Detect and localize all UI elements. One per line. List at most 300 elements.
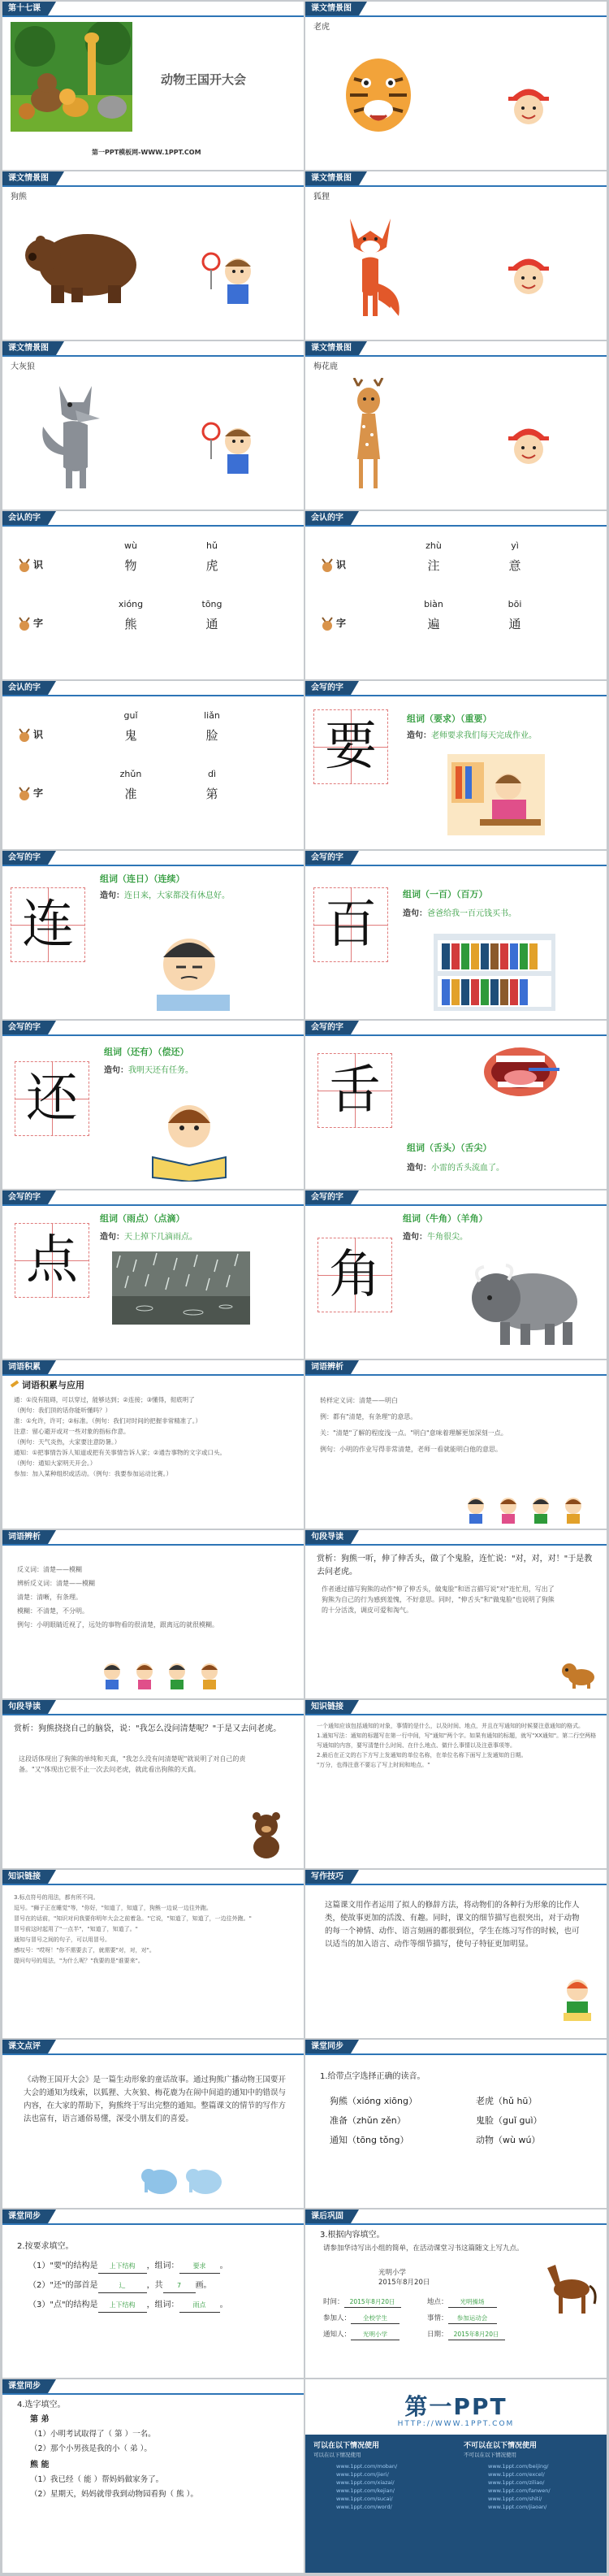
knowledge-line: 一个通知应该包括通知的对象，事情的是什么，以及时间、地点，并且在写通知的时候要注意通知的格式。 xyxy=(317,1723,584,1729)
field-row xyxy=(427,2297,497,2308)
sentence-text: 小雷的舌头流血了。 xyxy=(431,1164,504,1173)
character-label: 字 xyxy=(33,787,44,799)
analysis-line: 清楚：清晰，有条理。 xyxy=(17,1594,82,1601)
slide-23[interactable] xyxy=(2,1870,304,2038)
word: 通知 xyxy=(330,2135,348,2145)
vocab-line: 通：①没有阻碍，可以穿过，能够达到；②连接；③懂得，彻底明了 xyxy=(14,1396,195,1403)
field-blank[interactable]: 光明小学 xyxy=(351,2330,400,2340)
fill-sentence[interactable]: （1）我已经（ 能 ）帮妈妈做家务了。 xyxy=(30,2475,164,2484)
hanzi: 物 xyxy=(124,558,137,573)
knowledge-line: 逗号。"狮子正在睡觉"等，"你好，"知道了，知道了，狗熊一边说一边往外跑。 xyxy=(14,1905,212,1911)
options[interactable]: （tōng tǒng） xyxy=(348,2135,409,2145)
analysis-note: 作者通过描写狗熊的动作"伸了伸舌头，做鬼脸"和语言描写说"对"连忙用，写出了狗熊为自己的行为感到羞愧，不好意思。同时，"伸舌头"和"做鬼脸"也说明了狗熊的十分活泼，调皮可爱和淘气。 xyxy=(322,1585,555,1614)
word-group: 组词（舌头）（舌尖） xyxy=(407,1143,492,1153)
word-2: 百万 xyxy=(460,889,479,900)
vocabulary-list xyxy=(14,1394,294,1479)
bison-icon xyxy=(464,1257,585,1347)
writing-tips-text: 这篇课文用作者运用了拟人的修辞方法，将动物们的各种行为形象的比作人类，使故事更加的活泼、有趣。同时，课文的细节描写也很突出，对于动物的每一个神情、动作、语言刻画的都很到位，学生在练习写作的时候，也可以适当的加入语言、动作等细节描写，使句子特征更加明显。 xyxy=(325,1901,580,1949)
elephants-icon xyxy=(140,2162,230,2198)
knowledge-line: 提问句号的用法，"为什么呢？"我要的是"谁要来"。 xyxy=(14,1958,144,1964)
hanzi: 通 xyxy=(205,617,218,631)
field-key: 参加人： xyxy=(323,2314,352,2322)
slide-3[interactable] xyxy=(2,171,304,340)
word-group-label: 组词 xyxy=(104,1047,122,1057)
sentence-label: 造句： xyxy=(104,1066,128,1075)
example-sentence xyxy=(104,1063,283,1075)
header-stripe xyxy=(305,525,607,527)
deer-icon xyxy=(318,556,336,574)
word-analysis xyxy=(320,1393,596,1458)
slide-header: 课文情景图 xyxy=(305,2,359,15)
word-1: 舌头 xyxy=(434,1143,451,1153)
field-blank[interactable]: 全校学生 xyxy=(351,2314,400,2324)
header-stripe xyxy=(2,2393,304,2395)
header-stripe xyxy=(305,2053,607,2055)
vocab-line: 注意：留心避开或对一些对象的指标作意。 xyxy=(14,1428,130,1435)
answer-blank[interactable]: 要求 xyxy=(179,2260,220,2274)
link[interactable]: www.1ppt.com/excel/ xyxy=(488,2471,545,2478)
slide-22[interactable] xyxy=(305,1700,607,1868)
appreciation-text: 赏析：狗熊挠挠自己的脑袋，说："我怎么没问清楚呢？"于是又去问老虎。 xyxy=(14,1724,282,1733)
slide-header: 课文情景图 xyxy=(2,171,56,185)
word-group: 组词（要求）（重要） xyxy=(407,713,492,724)
animal-label: 大灰狼 xyxy=(11,362,35,371)
knowledge-line: "万分，也得注意不要忘了写上时间和地点。" xyxy=(317,1762,430,1768)
analysis-line: 例句：小明眼睛近视了，远处的事物看的很清楚，跟离远的就很模糊。 xyxy=(17,1621,218,1628)
pinyin: biàn xyxy=(424,599,443,609)
header-stripe xyxy=(2,865,304,866)
slide-header: 课后巩固 xyxy=(305,2210,351,2223)
slide-12[interactable] xyxy=(305,851,607,1019)
slide-header: 句段导读 xyxy=(305,1530,351,1544)
left-link-list xyxy=(336,2462,397,2511)
options[interactable]: （hǔ hū） xyxy=(494,2096,538,2106)
tired-boy-icon xyxy=(140,928,246,1013)
slide-header: 会写的字 xyxy=(2,1190,48,1204)
vocab-line: 参加：加入某种组织或活动。（例句：我要参加运动比赛。） xyxy=(14,1470,172,1477)
link[interactable]: www.1ppt.com/sucai/ xyxy=(336,2496,393,2502)
knowledge-line: 感叹号："哎呀！"你不需要去了，就需要"对，对，对"。 xyxy=(14,1947,155,1954)
answer-blank[interactable]: 上下结构 xyxy=(98,2260,147,2274)
fill-row xyxy=(28,2299,228,2313)
slide-27[interactable] xyxy=(2,2210,304,2378)
big-character: 百 xyxy=(325,895,377,955)
word-group-label: 组词 xyxy=(403,889,421,900)
options[interactable]: （guǐ guì） xyxy=(494,2115,542,2126)
sentence-label: 造句： xyxy=(407,731,431,740)
slide-footer: 第一PPT模板网-WWW.1PPT.COM xyxy=(92,149,201,156)
slide-18[interactable] xyxy=(305,1360,607,1529)
vocab-line: 通知：①把事情告诉人知道或把有关事情告诉人家；②通告事物的文字或口头。 xyxy=(14,1449,226,1456)
sentence-label: 造句： xyxy=(403,1233,427,1242)
knowledge-text xyxy=(317,1721,597,1770)
analysis-line: 模糊：不清楚，不分明。 xyxy=(17,1607,89,1615)
left-subtitle: 可以在以下情况使用 xyxy=(313,2452,361,2458)
right-title: 不可以在以下情况使用 xyxy=(464,2442,538,2450)
big-character: 还 xyxy=(26,1069,78,1129)
analysis-line: 转样定义词：清楚——明白 xyxy=(320,1397,398,1404)
pinyin: wù xyxy=(124,540,137,551)
word-2: 点滴 xyxy=(158,1213,176,1224)
prompt: ，共 xyxy=(146,2281,163,2290)
slide-header: 会认的字 xyxy=(305,511,351,525)
jungle-animals-illustration xyxy=(11,22,132,132)
answer-row xyxy=(476,2134,540,2147)
header-stripe xyxy=(2,2053,304,2055)
slide-5[interactable] xyxy=(2,341,304,510)
slide-header: 第十七课 xyxy=(2,2,48,15)
sentence-text: 我明天还有任务。 xyxy=(128,1066,193,1075)
big-character: 点 xyxy=(26,1230,78,1290)
bookshelf-icon xyxy=(434,934,555,1011)
analysis-note: 这段话体现出了狗熊的单纯和天真，"我怎么没有问清楚呢"就说明了对自己的责备。"又"体现出它很不止一次去问老虎，就此看出狗熊的天真。 xyxy=(19,1755,246,1773)
word: 准备 xyxy=(330,2115,348,2126)
slide-header: 词语积累 xyxy=(2,1360,48,1374)
slide-header: 会认的字 xyxy=(2,511,48,525)
deer-icon xyxy=(15,784,33,802)
question-title: 2.按要求填空。 xyxy=(17,2242,74,2251)
link[interactable]: www.1ppt.com/kejian/ xyxy=(336,2487,395,2494)
example-sentence xyxy=(403,906,581,918)
slide-11[interactable] xyxy=(2,851,304,1019)
sentence-label: 造句： xyxy=(403,909,427,918)
pinyin: bōi xyxy=(508,599,522,609)
knowledge-line: 3.标点符号的用法，都有所不同。 xyxy=(14,1894,99,1901)
animal-label: 狐狸 xyxy=(313,193,330,202)
hanzi: 通 xyxy=(508,617,521,631)
link[interactable]: www.1ppt.com/fanwen/ xyxy=(488,2487,551,2494)
header-stripe xyxy=(2,15,304,17)
char-group: 熊 能 xyxy=(30,2461,50,2470)
knowledge-line: 冒号在的话前，"知识对问我要你明年大会之前着急。"它说，"知道了，知道了，一边往外跑。" xyxy=(14,1915,252,1922)
answer-blank[interactable]: 辶 xyxy=(98,2279,147,2293)
example-sentence xyxy=(407,1160,585,1173)
word-group: 组词（还有）（偿还） xyxy=(104,1047,189,1057)
field-row xyxy=(427,2330,505,2340)
header-stripe xyxy=(2,1544,304,1546)
link[interactable]: www.1ppt.com/ziliao/ xyxy=(488,2479,545,2486)
left-title: 可以在以下情况使用 xyxy=(313,2442,380,2450)
hanzi: 脸 xyxy=(205,728,218,743)
answer-blank[interactable]: 7 xyxy=(163,2279,196,2293)
link[interactable]: www.1ppt.com/jiaoan/ xyxy=(488,2504,547,2510)
header-stripe xyxy=(2,695,304,696)
slide-14[interactable] xyxy=(305,1021,607,1189)
example-sentence xyxy=(100,1229,295,1242)
students-icon xyxy=(100,1660,230,1689)
prompt: 画。 xyxy=(195,2281,212,2290)
slide-header: 会写的字 xyxy=(2,851,48,865)
slide-header: 课文情景图 xyxy=(2,341,56,355)
header-stripe xyxy=(305,15,607,17)
word-2: 舌尖 xyxy=(464,1143,483,1153)
boy-reading-icon xyxy=(145,1092,234,1182)
header-stripe xyxy=(305,1884,607,1885)
slide-header: 课文情景图 xyxy=(305,171,359,185)
boy-with-lollipop-icon xyxy=(201,418,258,475)
deer-icon xyxy=(15,614,33,632)
answer-row xyxy=(330,2095,417,2108)
fill-sentence[interactable]: （2）那个小男孩是我的小（ 弟 ）。 xyxy=(30,2444,152,2453)
tiger-icon xyxy=(342,46,415,136)
word-group-label: 组词 xyxy=(407,713,425,724)
link[interactable]: www.1ppt.com/moban/ xyxy=(336,2463,398,2470)
header-stripe xyxy=(305,1034,607,1036)
pinyin: xióng xyxy=(118,599,144,609)
pinyin: dì xyxy=(207,769,217,779)
footer-panel xyxy=(305,2435,607,2573)
header-stripe xyxy=(2,2223,304,2225)
slide-header: 会写的字 xyxy=(305,1021,351,1034)
hanzi: 准 xyxy=(124,787,137,801)
slide-header: 课文情景图 xyxy=(305,341,359,355)
field-blank[interactable]: 2015年8月20日 xyxy=(344,2297,401,2308)
word: 鬼脸 xyxy=(476,2115,494,2126)
sentence-label: 造句： xyxy=(100,1233,124,1242)
header-stripe xyxy=(305,355,607,357)
dog-icon xyxy=(561,1656,598,1689)
slide-6[interactable] xyxy=(305,341,607,510)
word-1: 还有 xyxy=(131,1047,149,1057)
deer-icon xyxy=(338,378,403,492)
question-title: 4.选字填空。 xyxy=(17,2400,66,2409)
header-stripe xyxy=(305,865,607,866)
recognize-label: 识 xyxy=(336,559,347,570)
slide-header: 词语辨析 xyxy=(2,1530,48,1544)
vocab-line: （例句：通知大家明天开会。） xyxy=(14,1459,97,1467)
field-key: 通知人： xyxy=(323,2331,352,2339)
animal-label: 老虎 xyxy=(313,23,330,32)
options[interactable]: （wù wú） xyxy=(494,2135,541,2145)
boy-with-cap-icon xyxy=(504,79,553,128)
example-sentence xyxy=(100,888,230,900)
field-key: 地点： xyxy=(427,2298,448,2306)
header-stripe xyxy=(2,1884,304,1885)
options[interactable]: （xióng xiōng） xyxy=(348,2096,417,2106)
field-key: 时间： xyxy=(323,2298,344,2306)
knowledge-text xyxy=(14,1893,294,1967)
field-row xyxy=(323,2314,400,2324)
header-stripe xyxy=(2,525,304,527)
link[interactable]: www.1ppt.com/xiazai/ xyxy=(336,2479,395,2486)
right-link-list xyxy=(488,2462,551,2511)
pinyin: tōng xyxy=(201,599,222,609)
analysis-line: 关："清楚"了解的程度浅一点。"明白"意味着理解更加深刻一点。 xyxy=(320,1429,508,1437)
slide-28[interactable] xyxy=(305,2210,607,2378)
slide-16[interactable] xyxy=(305,1190,607,1359)
sentence-text: 连日来，大家都没有休息好。 xyxy=(124,891,230,900)
animal-label: 狗熊 xyxy=(11,193,27,202)
girl-doing-homework-icon xyxy=(447,754,545,835)
bear-cub-icon xyxy=(246,1810,287,1858)
question-intro: 请参加华诗写出小组的简单，在活动课堂习书这篇随文上写九点。 xyxy=(323,2244,524,2253)
header-stripe xyxy=(305,695,607,696)
word-2: 重要 xyxy=(464,713,483,724)
field-blank[interactable]: 参加运动会 xyxy=(448,2314,497,2324)
word-group-label: 组词 xyxy=(403,1213,421,1224)
field-blank[interactable]: 2015年8月20日 xyxy=(448,2330,505,2340)
word-group-label: 组词 xyxy=(100,874,118,884)
animal-label: 梅花鹿 xyxy=(313,362,338,371)
word-group: 组词（一百）（百万） xyxy=(403,889,488,900)
word-group: 组词（雨点）（点滴） xyxy=(100,1213,185,1224)
boy-with-cap-icon xyxy=(504,418,553,467)
analysis-line: 反义词：清楚——模糊 xyxy=(17,1566,82,1573)
big-character: 角 xyxy=(329,1245,381,1305)
fill-row xyxy=(28,2260,228,2274)
slide-1[interactable] xyxy=(2,2,304,170)
hanzi: 鬼 xyxy=(124,728,137,743)
question-title: 3.根据内容填空。 xyxy=(320,2231,385,2240)
header-stripe xyxy=(2,1204,304,1206)
slide-4[interactable] xyxy=(305,171,607,340)
slide-7[interactable] xyxy=(2,511,304,679)
knowledge-line: 通知与冒号之间的句子，可以用冒号。 xyxy=(14,1936,110,1943)
slide-header: 会写的字 xyxy=(305,681,351,695)
slide-9[interactable] xyxy=(2,681,304,849)
vocab-line: （例句：我们顶的话你能听懂吗？） xyxy=(14,1407,111,1414)
header-stripe xyxy=(305,1374,607,1376)
hanzi: 第 xyxy=(205,787,218,801)
slide-header: 会写的字 xyxy=(305,851,351,865)
header-stripe xyxy=(2,1374,304,1376)
hanzi: 注 xyxy=(427,558,440,573)
word-1: 雨点 xyxy=(127,1213,145,1224)
word-1: 牛角 xyxy=(430,1213,447,1224)
rain-scene-icon xyxy=(112,1251,250,1325)
example-sentence xyxy=(403,1229,581,1242)
question-title: 1.给带点字选择正确的读音。 xyxy=(320,2072,425,2081)
boy-with-cap-icon xyxy=(504,249,553,297)
slide-header: 课堂同步 xyxy=(2,2210,48,2223)
word: 动物 xyxy=(476,2135,494,2145)
header-stripe xyxy=(2,1034,304,1036)
knowledge-line: 1.通知写法：通知的标题写在第一行中间，写"通知"两个字。如果有通知的标题，就写"XX通知"。第二行空两格写通知的内容，要写清楚什么时间、在什么地点、做什么事情以及注意事项等。 xyxy=(317,1733,597,1749)
prompt: ，组词： xyxy=(146,2262,179,2270)
word: 狗熊 xyxy=(330,2096,348,2106)
slide-header: 句段导读 xyxy=(2,1700,48,1714)
link[interactable]: www.1ppt.com/shiti/ xyxy=(488,2496,542,2502)
slide-header: 知识链接 xyxy=(305,1700,351,1714)
word-group: 组词（连日）（连续） xyxy=(100,874,185,884)
slide-10[interactable] xyxy=(305,681,607,849)
field-blank[interactable]: 光明操场 xyxy=(448,2297,497,2308)
header-stripe xyxy=(2,185,304,187)
slide-header: 课堂同步 xyxy=(305,2040,351,2053)
vocab-line: （例句：天气炎热，大家要注意防暑。） xyxy=(14,1438,121,1446)
wolf-icon xyxy=(39,378,120,492)
header-stripe xyxy=(305,185,607,187)
slide-header: 会认的字 xyxy=(2,681,48,695)
slide-26[interactable] xyxy=(305,2040,607,2208)
lesson-review-text: 《动物王国开大会》是一篇生动形象的童话故事。通过狗熊广播动物王国要开大会的通知为线索，以狐狸、大灰狼、梅花鹿为在闹中间道的通知中的错误与内容，在大家的帮助下，狗熊终于写出完整的通知。整篇课文的情节的写作方法也富有，语言通俗易懂，深受小朋友们的喜爱。 xyxy=(24,2075,287,2123)
fill-sentence[interactable]: （1）小明考试取得了（ 第 ）一名。 xyxy=(30,2430,156,2439)
antonym-analysis xyxy=(17,1563,297,1632)
knowledge-line: 冒号前这时起用了"一点半"，"知道了，知道了。" xyxy=(14,1926,138,1932)
slide-8[interactable] xyxy=(305,511,607,679)
answer-blank[interactable]: 雨点 xyxy=(179,2299,220,2313)
slide-17[interactable] xyxy=(2,1360,304,1529)
big-character: 要 xyxy=(325,717,377,777)
sentence-text: 爸爸给我一百元钱买书。 xyxy=(427,909,516,918)
link[interactable]: www.1ppt.com/jieri/ xyxy=(336,2471,389,2478)
link[interactable]: www.1ppt.com/word/ xyxy=(336,2504,392,2510)
field-row xyxy=(323,2330,400,2340)
slide-24[interactable] xyxy=(305,1870,607,2038)
mouth-tongue-icon xyxy=(480,1043,561,1100)
sentence-text: 老师要求我们每天完成作业。 xyxy=(431,731,537,740)
word-1: 一百 xyxy=(430,889,447,900)
brand-logo: 第一PPT xyxy=(404,2393,508,2420)
pinyin: yì xyxy=(511,540,519,551)
word-1: 连日 xyxy=(127,874,145,884)
slide-15[interactable] xyxy=(2,1190,304,1359)
hanzi: 熊 xyxy=(124,617,137,631)
word-group: 组词（牛角）（羊角） xyxy=(403,1213,488,1224)
slide-header: 会写的字 xyxy=(2,1021,48,1034)
fill-sentence[interactable]: （2）星期天，妈妈就带我到动物园看狗（ 熊 ）。 xyxy=(30,2490,198,2499)
prompt: ，组词： xyxy=(146,2301,179,2309)
pinyin: guǐ xyxy=(123,710,138,721)
sentence-text: 牛角很尖。 xyxy=(427,1233,468,1242)
header-stripe xyxy=(305,2223,607,2225)
prompt: （2）"还"的部首是 xyxy=(28,2281,98,2290)
reading-child-icon xyxy=(557,1975,598,2028)
slide-header: 写作技巧 xyxy=(305,1870,351,1884)
slide-29[interactable] xyxy=(2,2379,304,2573)
answer-row xyxy=(476,2114,542,2127)
pencil-icon xyxy=(9,1378,20,1390)
slide-30[interactable] xyxy=(305,2379,607,2573)
header-stripe xyxy=(305,1204,607,1206)
link[interactable]: www.1ppt.com/beijing/ xyxy=(488,2463,549,2470)
sentence-text: 天上掉下几滴雨点。 xyxy=(124,1233,197,1242)
word-group-label: 组词 xyxy=(407,1143,425,1153)
slide-25[interactable] xyxy=(2,2040,304,2208)
answer-row xyxy=(476,2095,537,2108)
right-subtitle: 不可以在以下情况使用 xyxy=(464,2452,516,2458)
brand-url[interactable]: HTTP://WWW.1PPT.COM xyxy=(397,2420,515,2428)
deer-icon xyxy=(318,614,336,632)
header-stripe xyxy=(2,355,304,357)
slide-header: 课文点评 xyxy=(2,2040,48,2053)
slide-header: 课堂同步 xyxy=(2,2379,48,2393)
options[interactable]: （zhǔn zěn） xyxy=(348,2115,406,2126)
char-group: 第 弟 xyxy=(30,2415,50,2424)
field-row xyxy=(427,2314,497,2324)
answer-row xyxy=(330,2134,409,2147)
analysis-line: 例：都有"清楚，有条理"的意思。 xyxy=(320,1413,417,1420)
answer-blank[interactable]: 上下结构 xyxy=(98,2299,147,2313)
slide-header: 知识链接 xyxy=(2,1870,48,1884)
sentence-label: 造句： xyxy=(407,1164,431,1173)
slide-19[interactable] xyxy=(2,1530,304,1698)
pinyin: zhǔn xyxy=(119,769,142,779)
students-icon xyxy=(464,1494,594,1524)
slide-header: 词语辨析 xyxy=(305,1360,351,1374)
notice-date: 2015年8月20日 xyxy=(378,2279,430,2287)
section-title: 词语积累与应用 xyxy=(22,1380,84,1390)
slide-2[interactable] xyxy=(305,2,607,170)
analysis-line: 辨析反义词：清楚——模糊 xyxy=(17,1580,95,1587)
hanzi: 遍 xyxy=(427,617,440,631)
pinyin: liǎn xyxy=(204,710,220,721)
slide-13[interactable] xyxy=(2,1021,304,1189)
word-2: 偿还 xyxy=(162,1047,180,1057)
slide-20[interactable] xyxy=(305,1530,607,1698)
slide-21[interactable] xyxy=(2,1700,304,1868)
slide-title: 动物王国开大会 xyxy=(161,72,247,87)
